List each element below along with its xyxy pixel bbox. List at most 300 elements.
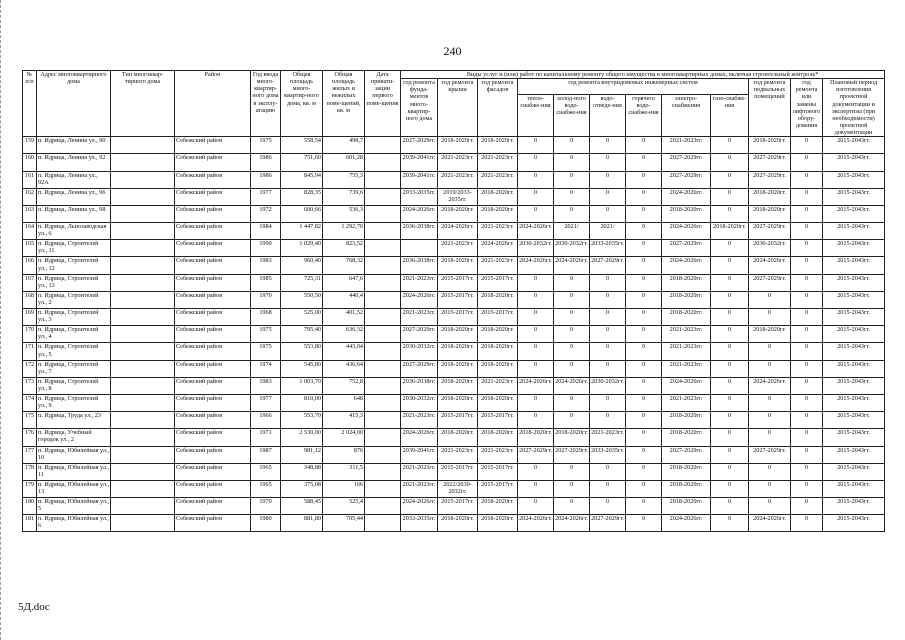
- table-cell: 0: [518, 309, 554, 326]
- table-cell: 1977: [251, 188, 281, 205]
- table-cell: 2015-2017гг.: [438, 291, 478, 308]
- table-cell: 1986: [251, 154, 281, 171]
- table-cell: 2036-2038гг.: [401, 377, 438, 394]
- table-cell: 2015-2043гг.: [823, 463, 885, 480]
- table-cell: [365, 257, 401, 274]
- table-cell: 174: [23, 394, 37, 411]
- table-cell: 0: [626, 274, 662, 291]
- table-cell: 2018-2020гг.: [749, 137, 791, 154]
- table-cell: 2018-2020гг.: [438, 343, 478, 360]
- table-cell: 2021-2023гг.: [478, 154, 518, 171]
- table-cell: п. Идрица, Строителей ул., 13: [37, 274, 111, 291]
- table-cell: 0: [590, 291, 626, 308]
- table-cell: 2021-2023гг.: [662, 343, 711, 360]
- table-cell: [111, 412, 175, 429]
- table-cell: 553,70: [281, 412, 323, 429]
- table-cell: 2018-2020гг.: [662, 480, 711, 497]
- table-cell: 0: [711, 240, 749, 257]
- table-cell: 1 292,70: [323, 223, 365, 240]
- table-cell: Себежский район: [175, 326, 251, 343]
- table-cell: п. Идрица, Строителей ул., 8: [37, 377, 111, 394]
- table-cell: 2015-2017гг.: [478, 480, 518, 497]
- table-cell: 2021-2023гг.: [401, 412, 438, 429]
- table-cell: 0: [554, 154, 590, 171]
- table-cell: 0: [791, 446, 823, 463]
- table-cell: 2024-2026гг.: [401, 429, 438, 446]
- table-cell: 0: [626, 394, 662, 411]
- table-cell: 0: [554, 498, 590, 515]
- table-cell: 2018-2020гг.: [662, 498, 711, 515]
- table-cell: 0: [626, 463, 662, 480]
- table-body: [23, 137, 885, 532]
- table-cell: 2018-2020гг.: [478, 137, 518, 154]
- table-cell: 0: [711, 154, 749, 171]
- table-cell: [365, 137, 401, 154]
- table-cell: 1983: [251, 257, 281, 274]
- table-cell: 168: [23, 291, 37, 308]
- table-cell: 0: [518, 171, 554, 188]
- table-cell: [111, 223, 175, 240]
- table-cell: 162: [23, 188, 37, 205]
- table-cell: 2015-2043гг.: [823, 446, 885, 463]
- table-cell: 2015-2043гг.: [823, 154, 885, 171]
- table-row: [23, 309, 885, 326]
- table-cell: 2018-2020гг.: [478, 498, 518, 515]
- table-cell: 311,5: [323, 463, 365, 480]
- table-cell: 2018-2020гг.: [438, 394, 478, 411]
- table-cell: 2018-2020гг.: [662, 274, 711, 291]
- table-cell: 2027-2029гг.: [749, 274, 791, 291]
- table-cell: 2027-2029гг.: [590, 515, 626, 532]
- table-cell: 165: [23, 240, 37, 257]
- table-cell: п. Идрица, Ленина ул., 92А: [37, 171, 111, 188]
- table-cell: 0: [518, 137, 554, 154]
- table-cell: 0: [791, 360, 823, 377]
- table-cell: 2018-2020гг.: [478, 360, 518, 377]
- table-cell: 1972: [251, 205, 281, 222]
- table-cell: 0: [711, 171, 749, 188]
- table-cell: 0: [791, 188, 823, 205]
- table-cell: 0: [791, 394, 823, 411]
- table-cell: 0: [749, 394, 791, 411]
- table-cell: 1975: [251, 326, 281, 343]
- table-cell: [365, 326, 401, 343]
- table-cell: 2015-2043гг.: [823, 257, 885, 274]
- table-cell: 2021-2023гг.: [662, 326, 711, 343]
- table-cell: 0: [626, 498, 662, 515]
- table-cell: [111, 394, 175, 411]
- table-cell: 0: [711, 498, 749, 515]
- table-cell: 2024-2026гг.: [401, 498, 438, 515]
- table-cell: [111, 188, 175, 205]
- table-cell: 2024-2026гг.: [554, 515, 590, 532]
- table-cell: 0: [590, 205, 626, 222]
- table-row: [23, 137, 885, 154]
- table-cell: 2024-2026гг.: [401, 205, 438, 222]
- table-cell: [111, 360, 175, 377]
- table-cell: Себежский район: [175, 188, 251, 205]
- table-row: [23, 515, 885, 532]
- col-type: Тип многоквар-тирного дома: [111, 71, 175, 137]
- table-cell: 536,3: [323, 205, 365, 222]
- col-sewer: водо-отведе-ния: [590, 94, 626, 137]
- table-cell: п. Идрица, Ленина ул., 96: [37, 188, 111, 205]
- table-cell: 2027-2029гг.: [749, 171, 791, 188]
- table-cell: 2015-2043гг.: [823, 223, 885, 240]
- table-cell: 2036-2038гг.: [401, 257, 438, 274]
- table-cell: 401,52: [323, 309, 365, 326]
- table-cell: 2018-2020гг.: [438, 360, 478, 377]
- table-cell: п. Идрица, Строителей ул., 9: [37, 394, 111, 411]
- table-cell: 0: [626, 257, 662, 274]
- table-cell: 0: [626, 360, 662, 377]
- table-cell: 2018-2020гг.: [478, 291, 518, 308]
- table-cell: [365, 309, 401, 326]
- table-cell: [365, 223, 401, 240]
- table-cell: 2 024,00: [323, 429, 365, 446]
- table-cell: 0: [711, 412, 749, 429]
- table-cell: 0: [590, 360, 626, 377]
- table-cell: п. Идрица, Строителей ул., 7: [37, 360, 111, 377]
- table-cell: [365, 446, 401, 463]
- table-cell: 0: [791, 205, 823, 222]
- table-cell: 2018-2020гг.: [554, 429, 590, 446]
- table-row: [23, 257, 885, 274]
- table-cell: 2027-2029гг.: [554, 446, 590, 463]
- table-cell: Себежский район: [175, 274, 251, 291]
- table-cell: [365, 205, 401, 222]
- table-cell: 170: [23, 326, 37, 343]
- table-cell: 0: [711, 205, 749, 222]
- table-cell: 550,50: [281, 291, 323, 308]
- col-total-area: Общая площадь много-квартир-ного дома, кв. м: [281, 71, 323, 137]
- table-cell: 2018-2020гг.: [662, 429, 711, 446]
- table-cell: 1970: [251, 498, 281, 515]
- table-cell: 0: [791, 274, 823, 291]
- table-cell: 0: [749, 360, 791, 377]
- table-cell: Себежский район: [175, 240, 251, 257]
- table-cell: 2030-2032гг.: [401, 343, 438, 360]
- table-row: [23, 360, 885, 377]
- table-cell: 2018-2020гг.: [438, 429, 478, 446]
- table-cell: 2018-2020гг.: [438, 515, 478, 532]
- table-cell: 545,80: [281, 360, 323, 377]
- table-cell: [365, 377, 401, 394]
- table-cell: 0: [791, 498, 823, 515]
- table-cell: 176: [23, 429, 37, 446]
- table-cell: 0: [711, 291, 749, 308]
- footer-filename: 5Д.doc: [18, 601, 50, 613]
- table-cell: 828,35: [281, 188, 323, 205]
- table-cell: 0: [590, 274, 626, 291]
- table-cell: 2021-2023гг.: [662, 394, 711, 411]
- table-cell: [111, 274, 175, 291]
- table-cell: 0: [791, 154, 823, 171]
- table-cell: 2030-2032гг.: [518, 240, 554, 257]
- table-cell: 1983: [251, 377, 281, 394]
- table-cell: 768,32: [323, 257, 365, 274]
- table-cell: 2015-2043гг.: [823, 343, 885, 360]
- table-cell: [111, 480, 175, 497]
- table-cell: 0: [626, 309, 662, 326]
- table-cell: 2018-2020гг.: [662, 463, 711, 480]
- table-cell: 0: [626, 326, 662, 343]
- col-elevator: год ремонта или замены лифтового обору-дования: [791, 79, 823, 137]
- table-cell: 2024-2026гг.: [749, 377, 791, 394]
- table-cell: 2015-2043гг.: [823, 274, 885, 291]
- table-cell: 2024-2026гг.: [662, 515, 711, 532]
- table-cell: 0: [626, 171, 662, 188]
- table-cell: Себежский район: [175, 205, 251, 222]
- table-cell: Себежский район: [175, 223, 251, 240]
- table-cell: 0: [554, 188, 590, 205]
- col-roof: год ремонта крыши: [438, 79, 478, 137]
- table-cell: 164: [23, 223, 37, 240]
- table-cell: 0: [791, 326, 823, 343]
- col-living-area: Общая площадь жилых и нежилых поме-щений, кв. м: [323, 71, 365, 137]
- table-cell: 2018-2020гг.: [478, 326, 518, 343]
- table-cell: 167: [23, 274, 37, 291]
- table-cell: 2021-2023гг.: [401, 480, 438, 497]
- table-cell: [111, 377, 175, 394]
- table-cell: Себежский район: [175, 463, 251, 480]
- table-cell: 0: [791, 309, 823, 326]
- table-cell: 2024-2026гг.: [662, 188, 711, 205]
- table-cell: 2027-2029гг.: [749, 446, 791, 463]
- table-cell: 0: [626, 240, 662, 257]
- table-cell: 2027-2029гг.: [749, 154, 791, 171]
- table-cell: [111, 240, 175, 257]
- table-cell: 415,3: [323, 412, 365, 429]
- table-cell: 0: [791, 480, 823, 497]
- table-cell: 2015-2017гг.: [478, 274, 518, 291]
- table-cell: [111, 498, 175, 515]
- table-cell: 2018-2020гг.: [438, 326, 478, 343]
- table-cell: п. Идрица, Строителей ул., 2: [37, 291, 111, 308]
- table-cell: 178: [23, 463, 37, 480]
- table-cell: [365, 429, 401, 446]
- table-cell: 0: [711, 394, 749, 411]
- table-cell: 1968: [251, 309, 281, 326]
- table-cell: 1970: [251, 291, 281, 308]
- table-cell: 0: [711, 377, 749, 394]
- table-cell: 2021/: [554, 223, 590, 240]
- table-cell: 2027-2029гг.: [518, 446, 554, 463]
- table-cell: 2030-2032гг.: [554, 240, 590, 257]
- table-cell: 0: [711, 326, 749, 343]
- table-cell: 1974: [251, 360, 281, 377]
- table-cell: [111, 429, 175, 446]
- table-cell: 0: [791, 463, 823, 480]
- table-cell: 810,00: [281, 394, 323, 411]
- table-cell: 0: [518, 360, 554, 377]
- table-cell: 160: [23, 154, 37, 171]
- table-cell: [111, 309, 175, 326]
- table-row: [23, 154, 885, 171]
- table-cell: 2024-2026гг.: [518, 377, 554, 394]
- table-cell: 2018-2020гг.: [438, 137, 478, 154]
- table-cell: 0: [590, 463, 626, 480]
- table-cell: 0: [749, 309, 791, 326]
- table-cell: 0: [749, 343, 791, 360]
- table-cell: 2018-2020гг.: [478, 515, 518, 532]
- table-cell: 0: [791, 377, 823, 394]
- table-cell: [365, 240, 401, 257]
- table-cell: 2015-2017гг.: [438, 274, 478, 291]
- table-cell: 0: [711, 257, 749, 274]
- table-cell: 2015-2017гг.: [438, 309, 478, 326]
- table-cell: 1975: [251, 343, 281, 360]
- table-cell: 1 029,40: [281, 240, 323, 257]
- table-cell: 0: [711, 515, 749, 532]
- table-cell: 2033-2035гг.: [401, 515, 438, 532]
- table-cell: 0: [791, 429, 823, 446]
- table-cell: 0: [590, 394, 626, 411]
- table-cell: 1 003,70: [281, 377, 323, 394]
- col-cold: холод-ного водо-снабже-ния: [554, 94, 590, 137]
- table-cell: 0: [626, 429, 662, 446]
- table-cell: п. Идрица, Льнозаводская ул., 6: [37, 223, 111, 240]
- table-cell: 0: [518, 412, 554, 429]
- table-cell: 2024-2026гг.: [478, 240, 518, 257]
- table-cell: [111, 291, 175, 308]
- table-row: [23, 274, 885, 291]
- table-cell: Себежский район: [175, 429, 251, 446]
- page-number: 240: [443, 44, 462, 58]
- table-row: [23, 205, 885, 222]
- table-cell: 2024-2026гг.: [749, 257, 791, 274]
- table-cell: Себежский район: [175, 309, 251, 326]
- table-row: [23, 498, 885, 515]
- table-cell: 2033-2035гг.: [590, 240, 626, 257]
- table-cell: 2021-2023гг.: [401, 274, 438, 291]
- table-cell: [111, 257, 175, 274]
- table-cell: [111, 446, 175, 463]
- table-cell: 2033-2035гг.: [401, 188, 438, 205]
- table-cell: 2015-2043гг.: [823, 412, 885, 429]
- table-cell: 0: [554, 343, 590, 360]
- table-cell: 0: [518, 188, 554, 205]
- col-district: Район: [175, 71, 251, 137]
- table-cell: 2018-2020гг.: [478, 343, 518, 360]
- table-cell: 0: [590, 188, 626, 205]
- table-cell: 0: [711, 343, 749, 360]
- col-systems: год ремонта внутридомовых инженерных систем: [518, 79, 749, 94]
- table-cell: п. Идрица, Юбилейная ул., 5: [37, 498, 111, 515]
- table-cell: п. Идрица, Юбилейная ул., 11: [37, 463, 111, 480]
- table-cell: 2015-2043гг.: [823, 291, 885, 308]
- table-cell: [365, 154, 401, 171]
- table-cell: 2027-2029гг.: [662, 240, 711, 257]
- table-cell: 0: [554, 274, 590, 291]
- table-row: [23, 429, 885, 446]
- table-cell: 0: [791, 240, 823, 257]
- table-cell: 0: [590, 309, 626, 326]
- table-cell: 2021-2023гг.: [438, 446, 478, 463]
- table-cell: п. Идрица, Юбилейная ул., 10: [37, 446, 111, 463]
- table-cell: 0: [590, 154, 626, 171]
- table-cell: 179: [23, 480, 37, 497]
- table-cell: [401, 240, 438, 257]
- table-cell: 0: [590, 480, 626, 497]
- table-cell: 981,12: [281, 446, 323, 463]
- table-cell: 2024-2026гг.: [749, 515, 791, 532]
- table-cell: 960,40: [281, 257, 323, 274]
- table-cell: [365, 515, 401, 532]
- table-cell: 0: [590, 412, 626, 429]
- table-cell: 2027-2029гг.: [401, 137, 438, 154]
- table-cell: 648: [323, 394, 365, 411]
- table-cell: 0: [554, 171, 590, 188]
- table-cell: 443,04: [323, 343, 365, 360]
- table-row: [23, 394, 885, 411]
- table-cell: Себежский район: [175, 154, 251, 171]
- table-cell: 163: [23, 205, 37, 222]
- table-cell: [365, 412, 401, 429]
- table-cell: 752,8: [323, 377, 365, 394]
- table-cell: 1986: [251, 171, 281, 188]
- table-cell: 881,80: [281, 515, 323, 532]
- table-cell: 0: [626, 205, 662, 222]
- table-cell: 2015-2043гг.: [823, 309, 885, 326]
- table-cell: 2015-2043гг.: [823, 326, 885, 343]
- table-cell: 0: [749, 480, 791, 497]
- table-cell: 2018-2020гг.: [438, 377, 478, 394]
- col-address: Адрес многоквартирного дома: [37, 71, 111, 137]
- table-cell: 525,00: [281, 309, 323, 326]
- table-cell: 2015-2043гг.: [823, 480, 885, 497]
- table-cell: 348,88: [281, 463, 323, 480]
- table-cell: 2018-2020гг.: [478, 429, 518, 446]
- table-cell: 2024-2026гг.: [554, 257, 590, 274]
- table-cell: 2021-2023гг.: [401, 309, 438, 326]
- col-num: № п/п: [23, 71, 37, 137]
- table-cell: 2021-2023гг.: [438, 171, 478, 188]
- table-cell: 636,32: [323, 326, 365, 343]
- table-cell: 2021-2023гг.: [438, 154, 478, 171]
- table-cell: 0: [590, 343, 626, 360]
- table-cell: [111, 171, 175, 188]
- table-cell: 0: [711, 480, 749, 497]
- table-cell: 0: [518, 394, 554, 411]
- table-cell: [111, 154, 175, 171]
- table-cell: 2018-2020гг.: [662, 291, 711, 308]
- table-cell: 0: [749, 291, 791, 308]
- table-cell: [111, 343, 175, 360]
- table-cell: 2021-2023гг.: [478, 257, 518, 274]
- table-cell: 1977: [251, 394, 281, 411]
- table-cell: 1975: [251, 137, 281, 154]
- table-cell: 845,94: [281, 171, 323, 188]
- table-cell: 0: [518, 480, 554, 497]
- col-priv-date: Дата привати-зации первого поме-щения: [365, 71, 401, 137]
- table-cell: 2018-2020гг.: [478, 205, 518, 222]
- table-cell: 0: [554, 360, 590, 377]
- table-cell: [365, 291, 401, 308]
- table-cell: 2015-2017гг.: [438, 463, 478, 480]
- table-cell: 0: [626, 137, 662, 154]
- table-cell: 0: [711, 274, 749, 291]
- table-cell: 0: [626, 412, 662, 429]
- table-cell: 0: [791, 137, 823, 154]
- table-cell: 2018-2020гг.: [662, 309, 711, 326]
- table-cell: 2015-2017гг.: [438, 498, 478, 515]
- table-cell: 0: [711, 446, 749, 463]
- table-cell: 0: [791, 515, 823, 532]
- table-cell: 2033-2035гг.: [590, 446, 626, 463]
- table-cell: 0: [749, 429, 791, 446]
- table-cell: 2015-2043гг.: [823, 240, 885, 257]
